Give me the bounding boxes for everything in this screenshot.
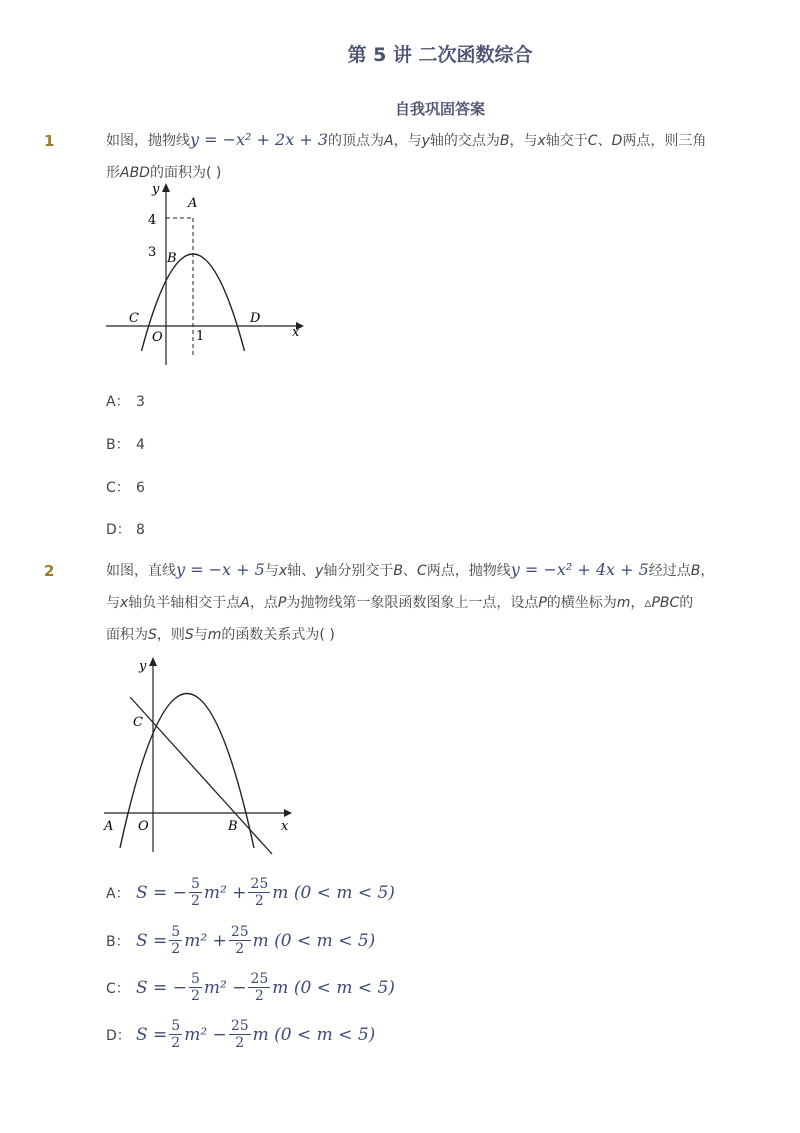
y-axis-arrow	[149, 657, 157, 666]
fig2-y-label: y	[139, 659, 147, 674]
q1-option-d[interactable]: D： 8	[106, 522, 145, 538]
question-2-number: 2	[44, 562, 55, 580]
fig2-point-C: C	[133, 715, 143, 730]
q2-option-d[interactable]: D： S = $\frac{5}{2}$ m² − $\frac{25}{2}$ m (0 < m < 5)	[106, 1018, 376, 1051]
page-title: 第 5 讲 二次函数综合	[347, 44, 533, 66]
q2-option-a[interactable]: A： S = − $\frac{5}{2}$ m² + $\frac{25}{2}$ m (0 < m < 5)	[106, 876, 395, 909]
fig2-x-label: x	[281, 819, 289, 834]
question-1-figure	[100, 180, 310, 370]
fig1-tick-3: 3	[148, 245, 157, 260]
q2-option-b[interactable]: B： S = $\frac{5}{2}$ m² + $\frac{25}{2}$ m (0 < m < 5)	[106, 924, 376, 957]
x-axis-arrow	[284, 809, 292, 817]
question-1-text: 如图，抛物线y = −x² + 2x + 3的顶点为A，与y轴的交点为B，与x轴交于C、D两点，则三角 形ABD的面积为( )	[106, 130, 707, 181]
question-2-text: 如图，直线y = −x + 5与x轴、y轴分别交于B、C两点，抛物线y = −x² + 4x + 5经过点B， 与x轴负半轴相交于点A，点P为抛物线第一象限函数图象上一点，设点P的横坐标为m，▵PBC的 面积为S，则S与m的函数关系式为( )	[106, 560, 715, 643]
fig1-point-C: C	[129, 311, 139, 326]
fig1-origin: O	[152, 330, 163, 345]
fig1-tick-1: 1	[196, 329, 205, 344]
q1-option-c[interactable]: C： 6	[106, 480, 145, 496]
fig2-point-A: A	[104, 819, 114, 834]
fig1-point-A: A	[188, 196, 198, 211]
fig1-y-label: y	[152, 182, 160, 197]
line-bc	[130, 697, 272, 854]
q2-line-equation: y = −x + 5	[176, 560, 265, 579]
fig1-x-label: x	[292, 325, 300, 340]
q1-equation: y = −x² + 2x + 3	[190, 130, 328, 149]
q2-parabola-equation: y = −x² + 4x + 5	[510, 560, 649, 579]
fig1-point-D: D	[250, 311, 261, 326]
y-axis-arrow	[162, 183, 170, 192]
fig1-point-B: B	[167, 251, 177, 266]
fig1-tick-4: 4	[148, 213, 157, 228]
q1-option-a[interactable]: A： 3	[106, 394, 145, 410]
fig2-point-B: B	[228, 819, 238, 834]
question-2-figure	[100, 652, 300, 857]
q2-option-c[interactable]: C： S = − $\frac{5}{2}$ m² − $\frac{25}{2}$ m (0 < m < 5)	[106, 971, 395, 1004]
section-subtitle: 自我巩固答案	[394, 100, 485, 118]
q1-option-b[interactable]: B： 4	[106, 437, 145, 453]
fig2-origin: O	[138, 819, 149, 834]
question-1-number: 1	[44, 132, 55, 150]
